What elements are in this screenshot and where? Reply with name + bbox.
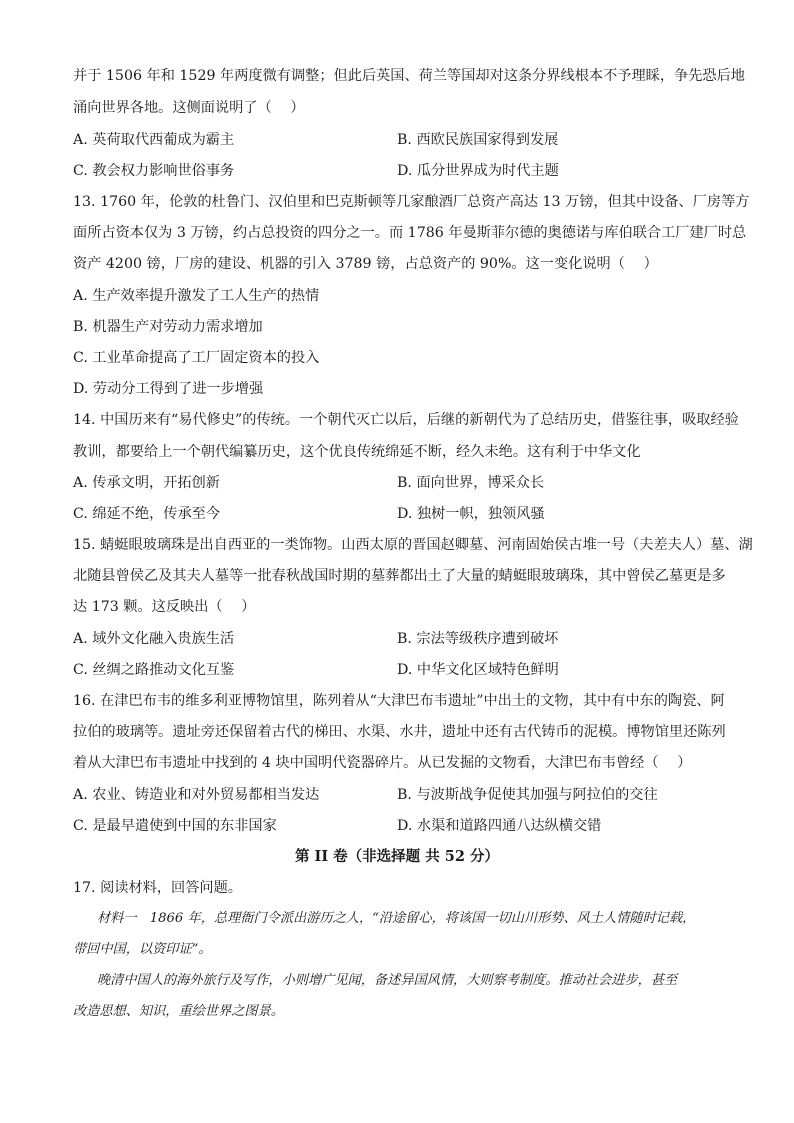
q15-stem-line-1: 15. 蜻蜓眼玻璃珠是出自西亚的一类饰物。山西太原的晋国赵卿墓、河南固始侯古堆一号（夫差夫人）墓、湖 [73, 537, 753, 553]
q13-option-c: C. 工业革命提高了工厂固定资本的投入 [73, 350, 320, 366]
q15-stem-line-2: 北随县曾侯乙及其夫人墓等一批春秋战国时期的墓葬都出土了大量的蜻蜓眼玻璃珠，其中曾侯乙墓更是多 [73, 568, 726, 584]
q13-stem-line-1: 13. 1760 年，伦敦的杜鲁门、汉伯里和巴克斯顿等几家酿酒厂总资产高达 13 万镑，但其中设备、厂房等方 [73, 194, 750, 210]
q16-stem-line-2: 拉伯的玻璃等。遗址旁还保留着古代的梯田、水渠、水井，遗址中还有古代铸币的泥模。博物馆里还陈列 [73, 724, 726, 740]
q15-option-b: B. 宗法等级秩序遭到破坏 [397, 631, 559, 647]
q15-option-d: D. 中华文化区域特色鲜明 [397, 662, 559, 678]
q14-option-b: B. 面向世界，博采众长 [397, 475, 545, 491]
q13-stem-line-2: 面所占资本仅为 3 万镑，约占总投资的四分之一。而 1786 年曼斯菲尔德的奥德诺与库伯联合工厂建厂时总 [73, 225, 747, 241]
q13-stem-line-3: 资产 4200 镑，厂房的建设、机器的引入 3789 镑，占总资产的 90%。这一变化说明（ ） [73, 256, 658, 272]
q12-option-d: D. 瓜分世界成为时代主题 [397, 163, 559, 179]
q16-option-a: A. 农业、铸造业和对外贸易都相当发达 [73, 787, 320, 803]
q16-option-d: D. 水渠和道路四通八达纵横交错 [397, 818, 602, 834]
q13-option-a: A. 生产效率提升激发了工人生产的热情 [73, 288, 320, 304]
q14-stem-line-2: 教训，都要给上一个朝代编纂历史，这个优良传统绵延不断，经久未绝。这有利于中华文化 [73, 444, 641, 460]
q13-option-b: B. 机器生产对劳动力需求增加 [73, 319, 263, 335]
q15-option-a: A. 域外文化融入贵族生活 [73, 631, 235, 647]
q12-option-a: A. 英荷取代西葡成为霸主 [73, 132, 235, 148]
q16-option-c: C. 是最早遣使到中国的东非国家 [73, 818, 277, 834]
q16-stem-line-3: 着从大津巴布韦遗址中找到的 4 块中国明代瓷器碎片。从已发掘的文物看，大津巴布韦曾经（ ） [73, 755, 692, 771]
section-ii-heading: 第 II 卷（非选择题 共 52 分） [295, 848, 499, 865]
q12-option-b: B. 西欧民族国家得到发展 [397, 132, 559, 148]
q14-stem-line-1: 14. 中国历来有“易代修史”的传统。一个朝代灭亡以后，后继的新朝代为了总结历史，借鉴往事，吸取经验 [73, 412, 739, 428]
q16-stem-line-1: 16. 在津巴布韦的维多利亚博物馆里，陈列着从“大津巴布韦遗址”中出土的文物，其中有中东的陶瓷、阿 [73, 693, 725, 709]
q14-option-a: A. 传承文明，开拓创新 [73, 475, 220, 491]
q16-option-b: B. 与波斯战争促使其加强与阿拉伯的交往 [397, 787, 658, 803]
q12-option-c: C. 教会权力影响世俗事务 [73, 163, 235, 179]
q14-option-c: C. 绵延不绝，传承至今 [73, 506, 221, 522]
q17-material-line-1: 材料一 1866 年，总理衙门令派出游历之人，“沿途留心，将该国一切山川形势、风土人情随时记载， [97, 911, 696, 926]
q14-option-d: D. 独树一帜，独领风骚 [397, 506, 545, 522]
q13-option-d: D. 劳动分工得到了进一步增强 [73, 381, 264, 397]
q12-stem-line-2: 涌向世界各地。这侧面说明了（ ） [73, 100, 305, 116]
q12-stem-line-1: 并于 1506 年和 1529 年两度微有调整；但此后英国、荷兰等国却对这条分界线根本不予理睬，争先恐后地 [73, 68, 745, 84]
q17-material-line-2: 带回中国，以资印证”。 [73, 942, 212, 957]
q17-stem: 17. 阅读材料，回答问题。 [73, 880, 242, 896]
q17-material-line-4: 改造思想、知识，重绘世界之图景。 [73, 1004, 284, 1019]
q17-material-line-3: 晚清中国人的海外旅行及写作，小则增广见闻，备述异国风情，大则察考制度。推动社会进步，甚至 [97, 973, 678, 988]
q15-option-c: C. 丝绸之路推动文化互鉴 [73, 662, 235, 678]
q15-stem-line-3: 达 173 颗。这反映出（ ） [73, 599, 256, 615]
